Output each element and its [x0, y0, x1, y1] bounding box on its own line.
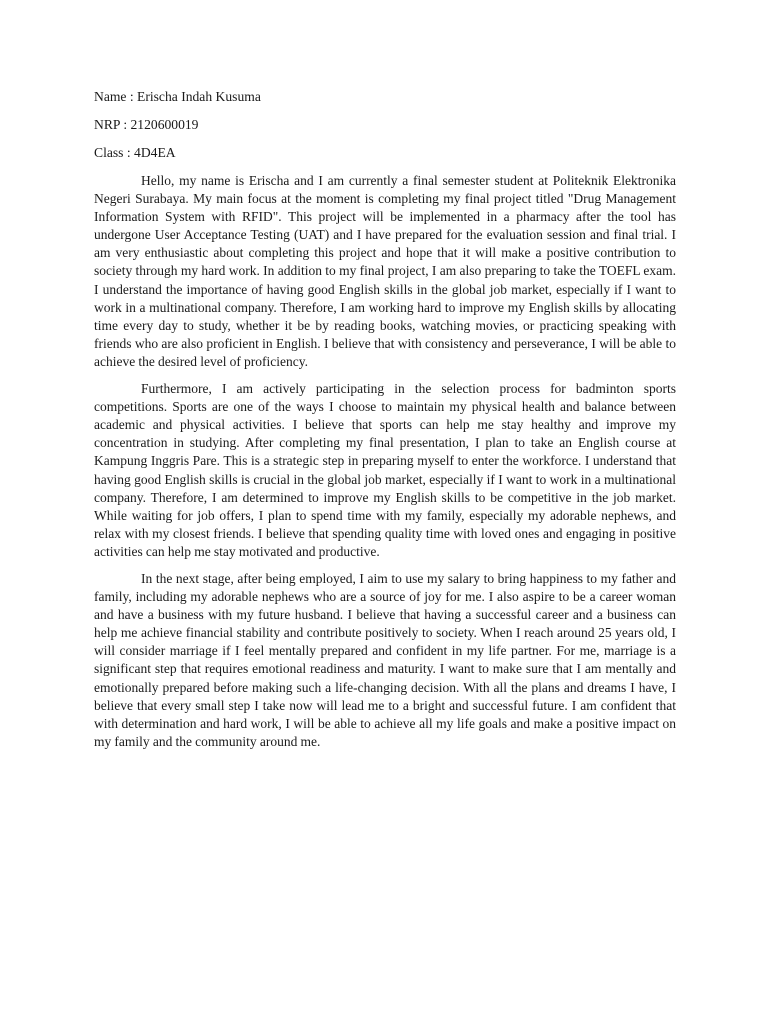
paragraph-1: Hello, my name is Erischa and I am currently a final semester student at Politeknik Elektronika Negeri Surabaya. My main focus at the moment is completing my final project titled "Drug Management Information System with RFID". This project will be implemented in a pharmacy after the tool has undergone User Acceptance Testing (UAT) and I have prepared for the evaluation session and final trial. I am very enthusiastic about completing this project and hope that it will make a positive contribution to society through my hard work. In addition to my final project, I am also preparing to take the TOEFL exam. I understand the importance of having good English skills in the global job market, especially if I want to work in a multinational company. Therefore, I am working hard to improve my English skills by allocating time every day to study, whether it be by reading books, watching movies, or practicing speaking with friends who are also proficient in English. I believe that with consistency and perseverance, I will be able to achieve the desired level of proficiency. [94, 173, 676, 369]
student-class: Class : 4D4EA [94, 145, 176, 160]
student-nrp: NRP : 2120600019 [94, 117, 199, 132]
student-name: Name : Erischa Indah Kusuma [94, 89, 261, 104]
student-info [94, 88, 694, 172]
paragraph-2: Furthermore, I am actively participating in the selection process for badminton sports competitions. Sports are one of the ways I choose to maintain my physical health and balance between academic and physical activities. I believe that sports can help me stay healthy and improve my concentration in studying. After completing my final presentation, I plan to take an English course at Kampung Inggris Pare. This is a strategic step in preparing myself to enter the workforce. I understand that having good English skills is crucial in the global job market, especially if I want to work in a multinational company. Therefore, I am determined to improve my English skills to be competitive in the job market. While waiting for job offers, I plan to spend time with my family, especially my adorable nephews, and relax with my closest friends. I believe that spending quality time with loved ones and engaging in positive activities can help me stay motivated and productive. [94, 381, 676, 559]
paragraph-3: In the next stage, after being employed, I aim to use my salary to bring happiness to my father and family, including my adorable nephews who are a source of joy for me. I also aspire to be a career woman and have a business with my future husband. I believe that having a successful career and a business can help me achieve financial stability and contribute positively to society. When I reach around 25 years old, I will consider marriage if I feel mentally prepared and confident in my life partner. For me, marriage is a significant step that requires emotional readiness and maturity. I want to make sure that I am mentally and emotionally prepared before making such a life-changing decision. With all the plans and dreams I have, I believe that every small step I take now will lead me to a bright and successful future. I am confident that with determination and hard work, I will be able to achieve all my life goals and make a positive impact on my family and the community around me. [94, 570, 676, 749]
essay-body [94, 172, 676, 760]
